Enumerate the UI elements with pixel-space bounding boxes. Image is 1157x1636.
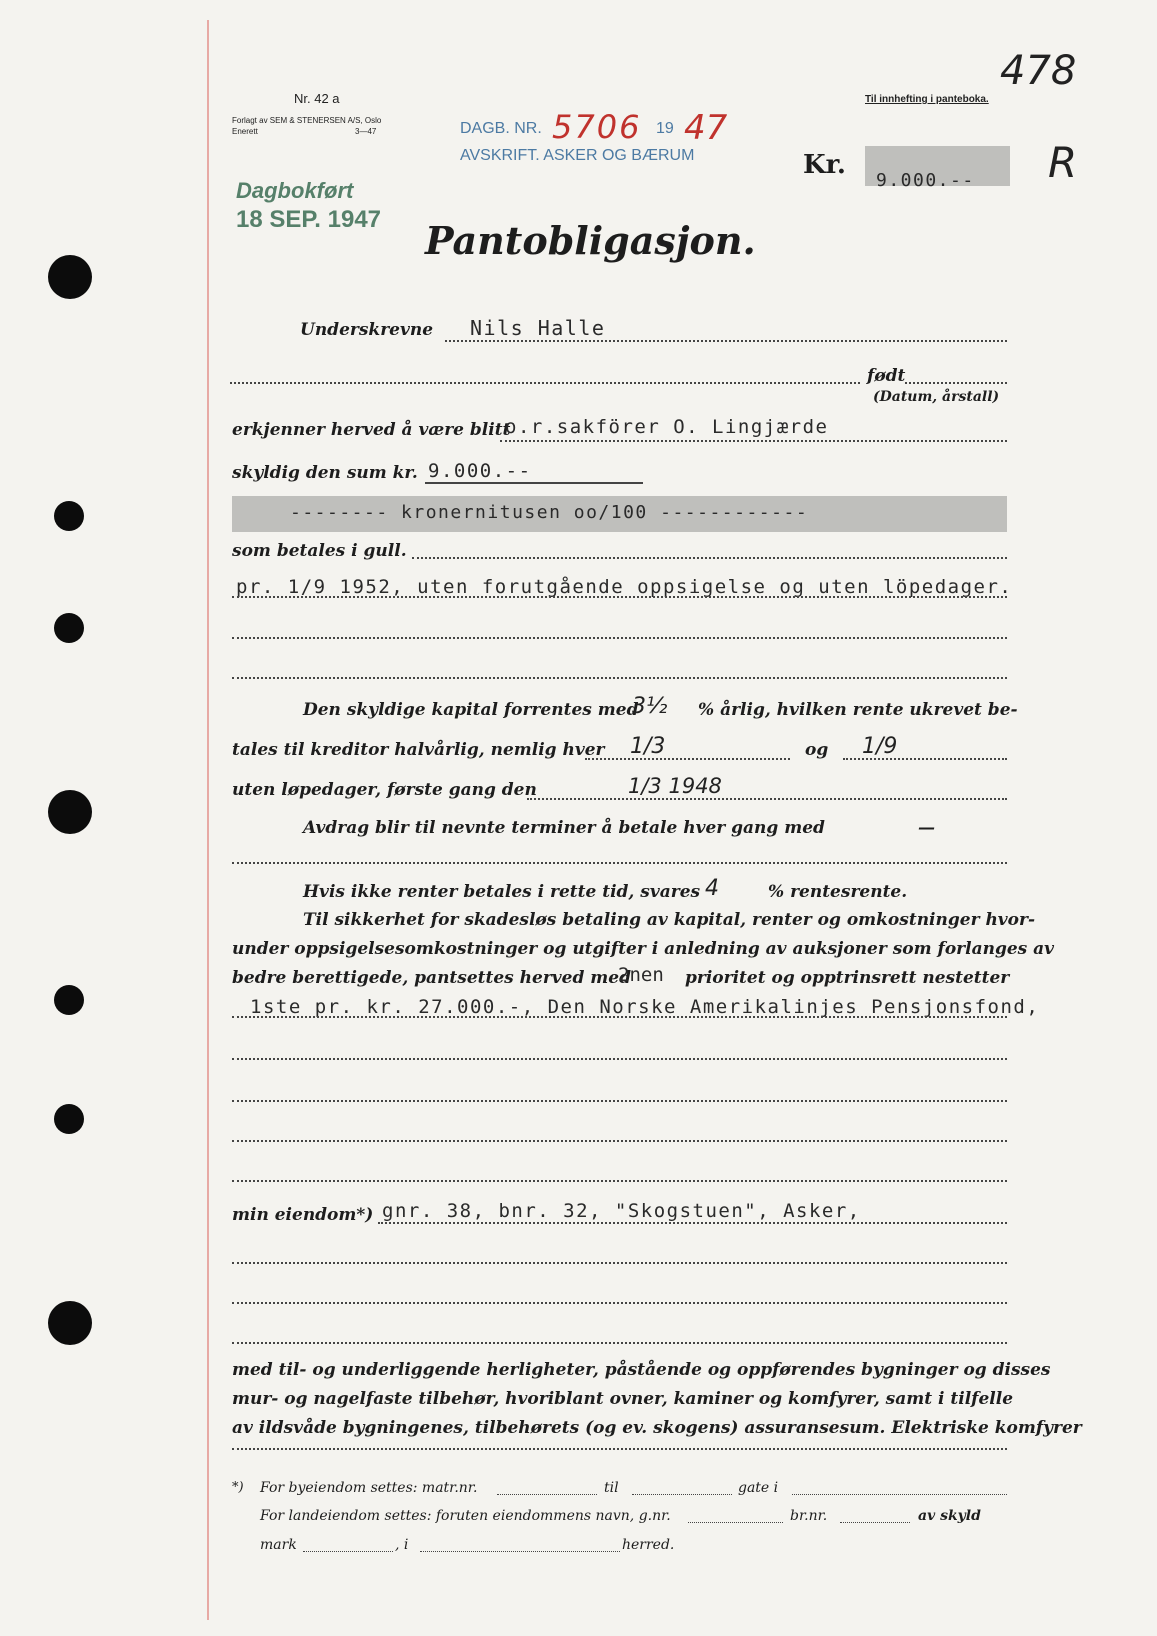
acknowledge-label: erkjenner herved å være blitt xyxy=(232,420,511,440)
footnote-herred: herred. xyxy=(622,1537,675,1553)
owe-label: skyldig den sum kr. xyxy=(232,463,418,483)
handwritten-initial: R xyxy=(1048,138,1078,187)
repayment-terms: pr. 1/9 1952, uten forutgående oppsigelse og uten löpedager. xyxy=(236,576,1013,598)
footnote-line-2: For landeiendom settes: foruten eiendommens navn, g.nr. xyxy=(260,1508,671,1524)
prior-lien: 1ste pr. kr. 27.000.-, Den Norske Amerikalinjes Pensjonsfond, xyxy=(250,996,1040,1018)
punch-hole xyxy=(48,790,92,834)
security-line-2: under oppsigelsesomkostninger og utgifter i anledning av auksjoner som forlanges av xyxy=(232,939,1055,959)
punch-hole xyxy=(54,985,84,1015)
halfyear-and: og xyxy=(805,740,829,760)
dagb-year-prefix: 19 xyxy=(656,120,674,137)
priority: 2nen xyxy=(618,964,664,986)
security-line-1: Til sikkerhet for skadesløs betaling av kapital, renter og omkostninger hvor- xyxy=(303,910,1036,930)
installment-label: Avdrag blir til nevnte terminer å betale hver gang med xyxy=(303,818,825,838)
document-title: Pantobligasjon. xyxy=(425,218,756,263)
punch-hole xyxy=(48,1301,92,1345)
interest-text-cont: % årlig, hvilken rente ukrevet be- xyxy=(698,700,1018,720)
amount-in-words: -------- kronernitusen oo/100 ------------ xyxy=(290,502,809,523)
binding-note: Til innhefting i panteboka. xyxy=(865,94,989,105)
margin-rule xyxy=(207,20,209,1620)
first-time-date: 1/3 1948 xyxy=(628,774,722,798)
appurtenance-line-3: av ildsvåde bygningenes, tilbehørets (og ev. skogens) assuransesum. Elektriske komfyrer xyxy=(232,1418,1082,1438)
dagbokfort-label: Dagbokført xyxy=(236,178,354,203)
handwritten-page-number: 478 xyxy=(1000,48,1077,94)
undersigned-label: Underskrevne xyxy=(300,320,434,340)
dagb-number: 5706 xyxy=(552,108,642,146)
owe-amount: 9.000.-- xyxy=(428,460,532,482)
amount-label: Kr. xyxy=(803,150,846,180)
punch-hole xyxy=(54,613,84,643)
default-rate: 4 xyxy=(705,876,719,901)
default-interest-cont: % rentesrente. xyxy=(768,882,908,902)
born-label: født xyxy=(867,366,906,386)
amount-value: 9.000.-- xyxy=(876,170,975,191)
first-time-label: uten løpedager, første gang den xyxy=(232,780,537,800)
form-number: Nr. 42 a xyxy=(294,91,340,106)
interest-rate: 3½ xyxy=(632,694,668,719)
footnote-mark: mark xyxy=(260,1537,297,1553)
undersigned-name: Nils Halle xyxy=(470,316,606,340)
halfyear-date-2: 1/9 xyxy=(862,734,898,759)
punch-hole xyxy=(48,255,92,299)
punch-hole xyxy=(54,1104,84,1134)
interest-text: Den skyldige kapital forrentes med xyxy=(303,700,639,720)
footnote-skyld: av skyld xyxy=(918,1508,981,1524)
property-label: min eiendom*) xyxy=(232,1205,374,1225)
creditor-name: o.r.sakförer O. Lingjærde xyxy=(505,416,829,438)
halfyear-date-1: 1/3 xyxy=(630,734,666,759)
appurtenance-line-2: mur- og nagelfaste tilbehør, hvoriblant ovner, kaminer og komfyrer, samt i tilfelle xyxy=(232,1389,1014,1409)
date-note: (Datum, årstall) xyxy=(873,389,1000,405)
publisher-enerett: Enerett xyxy=(232,127,258,136)
publisher-line: Forlagt av SEM & STENERSEN A/S, Oslo xyxy=(232,116,382,125)
installment-value: — xyxy=(918,818,935,838)
dagb-label: DAGB. NR. xyxy=(460,120,542,137)
footnote-marker: *) xyxy=(232,1480,244,1495)
property-value: gnr. 38, bnr. 32, "Skogstuen", Asker, xyxy=(382,1200,861,1222)
dagb-year-suffix: 47 xyxy=(684,108,728,148)
payable-label: som betales i gull. xyxy=(232,541,407,561)
footnote-i: , i xyxy=(395,1537,409,1553)
appurtenance-line-1: med til- og underliggende herligheter, påstående og oppførendes bygninger og disses xyxy=(232,1360,1051,1380)
punch-hole xyxy=(54,501,84,531)
avskrift-line: AVSKRIFT. ASKER OG BÆRUM xyxy=(460,147,695,164)
publisher-date: 3—47 xyxy=(355,127,377,136)
security-line-3: bedre berettigede, pantsettes herved med xyxy=(232,968,631,988)
footnote-brnr: br.nr. xyxy=(790,1508,828,1524)
security-line-3-cont: prioritet og opptrinsrett nestetter xyxy=(685,968,1010,988)
footnote-gate: gate i xyxy=(738,1480,779,1496)
halfyear-text: tales til kreditor halvårlig, nemlig hver xyxy=(232,740,605,760)
footnote-line-1: For byeiendom settes: matr.nr. xyxy=(260,1480,478,1496)
dagbokfort-date: 18 SEP. 1947 xyxy=(236,206,382,233)
default-interest-text: Hvis ikke renter betales i rette tid, svares xyxy=(303,882,701,902)
footnote-til: til xyxy=(604,1480,619,1496)
